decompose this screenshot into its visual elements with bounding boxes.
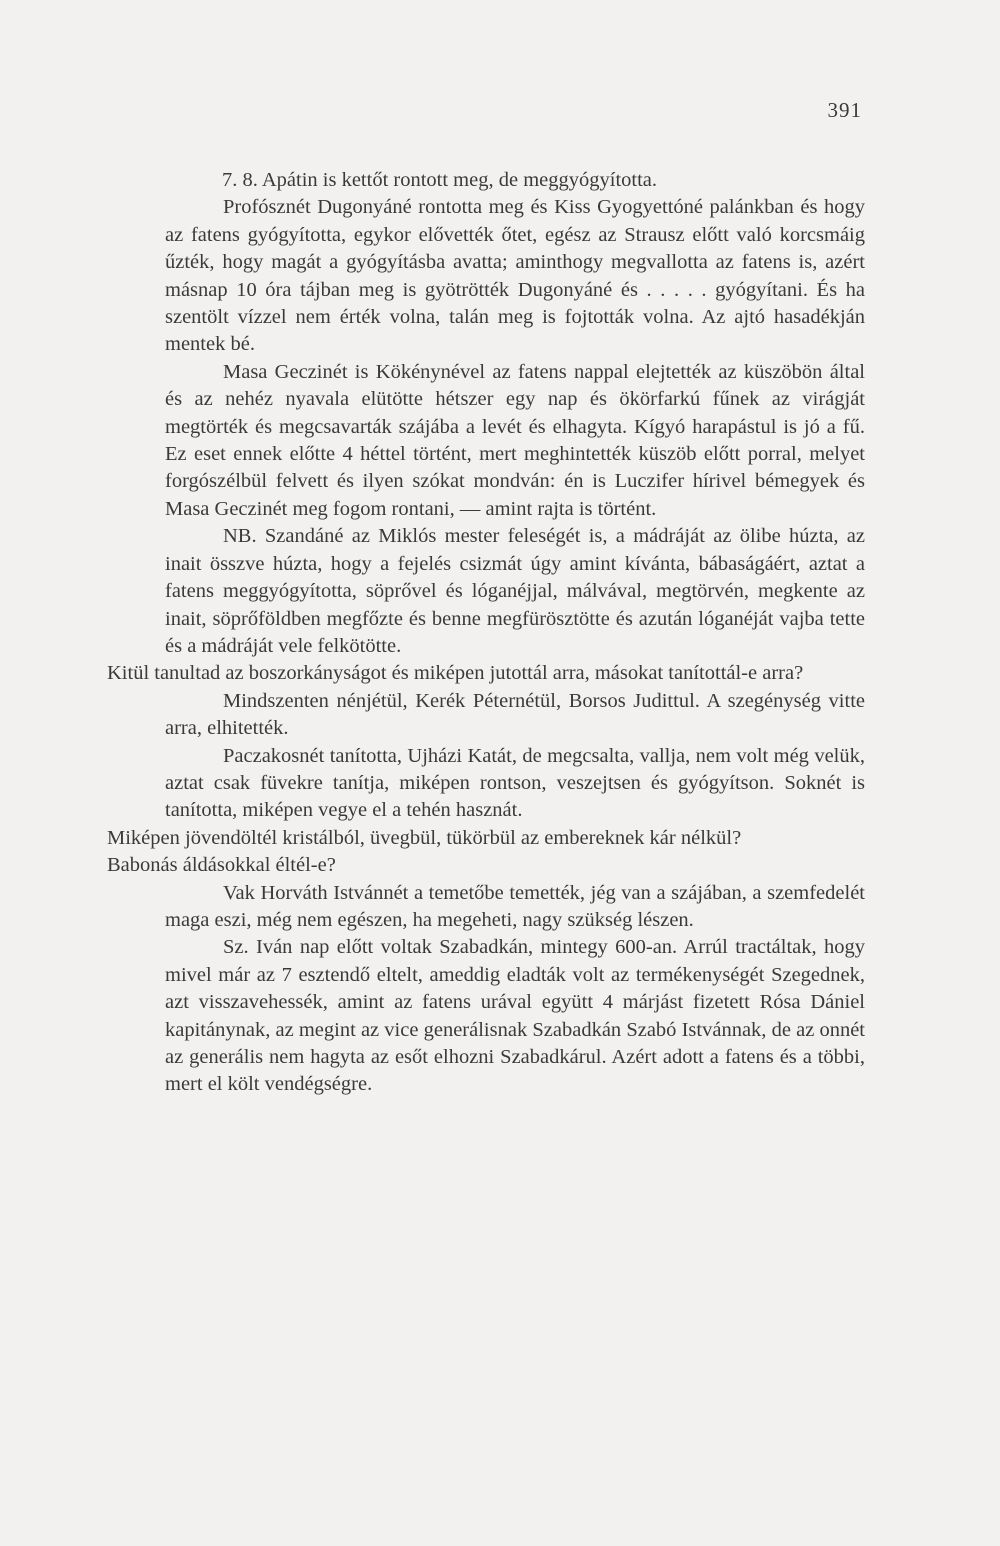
paragraph: Mindszenten nénjétül, Kerék Péternétül, Borsos Judittul. A szegénység vitte arra, elhitették. bbox=[165, 689, 865, 740]
paragraph: Paczakosnét tanította, Ujházi Katát, de megcsalta, vallja, nem volt még velük, aztat csak füvekre tanítja, miképen rontson, veszejtsen és gyógyítson. Soknét is tanította, miképen vegye el a tehén hasznát. bbox=[165, 744, 865, 822]
question: Miképen jövendöltél kristálból, üvegbül, tükörbül az embereknek kár nélkül? bbox=[107, 826, 742, 849]
question: Babonás áldásokkal éltél-e? bbox=[107, 854, 336, 877]
paragraph: Sz. Iván nap előtt voltak Szabadkán, mintegy 600-an. Arrúl tractáltak, hogy mivel már az 7 esztendő eltelt, ameddig eladták volt az termékenységét Szegednek, azt visszavehessék, amint az fatens urával együtt 4 márjást fizetett Rósa Dániel kapitánynak, az megint az vice generálisnak Szabadkán Szabó Istvánnak, de az onnét az generális nem hagyta az esőt elhozni Szabadkárul. Azért adott a fatens és a többi, mert el költ vendégségre. bbox=[165, 936, 865, 1096]
question: Kitül tanultad az boszorkányságot és miképen jutottál arra, másokat tanítottál-e arra? bbox=[107, 662, 804, 685]
paragraph: Vak Horváth Istvánnét a temetőbe temették, jég van a szájában, a szemfedelét maga eszi, még nem egészen, ha megeheti, nagy szükség lészen. bbox=[165, 881, 865, 931]
page-number: 391 bbox=[827, 98, 862, 122]
paragraph: 7. 8. Apátin is kettőt rontott meg, de meggyógyította. bbox=[222, 169, 658, 191]
paragraph: NB. Szandáné az Miklós mester feleségét is, a mádráját az ölibe húzta, az inait összve húzta, hogy a fejelés csizmát úgy amint kívánta, bábaságáért, aztat a fatens meggyógyította, söprővel és lóganéjjal, málvával, megtörvén, megkente az inait, söprőföldben megfőzte és benne megfürösztötte és azután lóganéját vajba tette és a mádráját vele felkötötte. bbox=[165, 525, 865, 657]
paragraph: Masa Geczinét is Kökénynével az fatens nappal elejtették az küszöbön által és az nehéz nyavala elütötte hétszer egy nap és ökörfarkú fűnek az virágját megtörték és megcsavarták szájába a levét és elhagyta. Kígyó harapástul is jó a fű. Ez eset ennek előtte 4 héttel történt, mert meghintették küszöb előtt porral, melyet forgószélbül felvett és ilyen szókat mondván: én is Luczifer hírivel bémegyek és Masa Geczinét meg fogom rontani, — amint rajta is történt. bbox=[165, 360, 865, 520]
paragraph: Profósznét Dugonyáné rontotta meg és Kiss Gyogyettóné palánkban és hogy az fatens gyógyította, egykor elővették őtet, egész az Strausz előtt való korcsmáig űzték, hogy magát a gyógyításba avatta; aminthogy megvallotta az fatens is, azért másnap 10 óra tájban meg is gyötrötték Dugonyáné és . . . . . gyógyítani. És ha szentölt vízzel nem érték volna, talán meg is fojtották volna. Az ajtó hasadékján mentek bé. bbox=[165, 196, 865, 356]
body-text bbox=[107, 167, 865, 1099]
